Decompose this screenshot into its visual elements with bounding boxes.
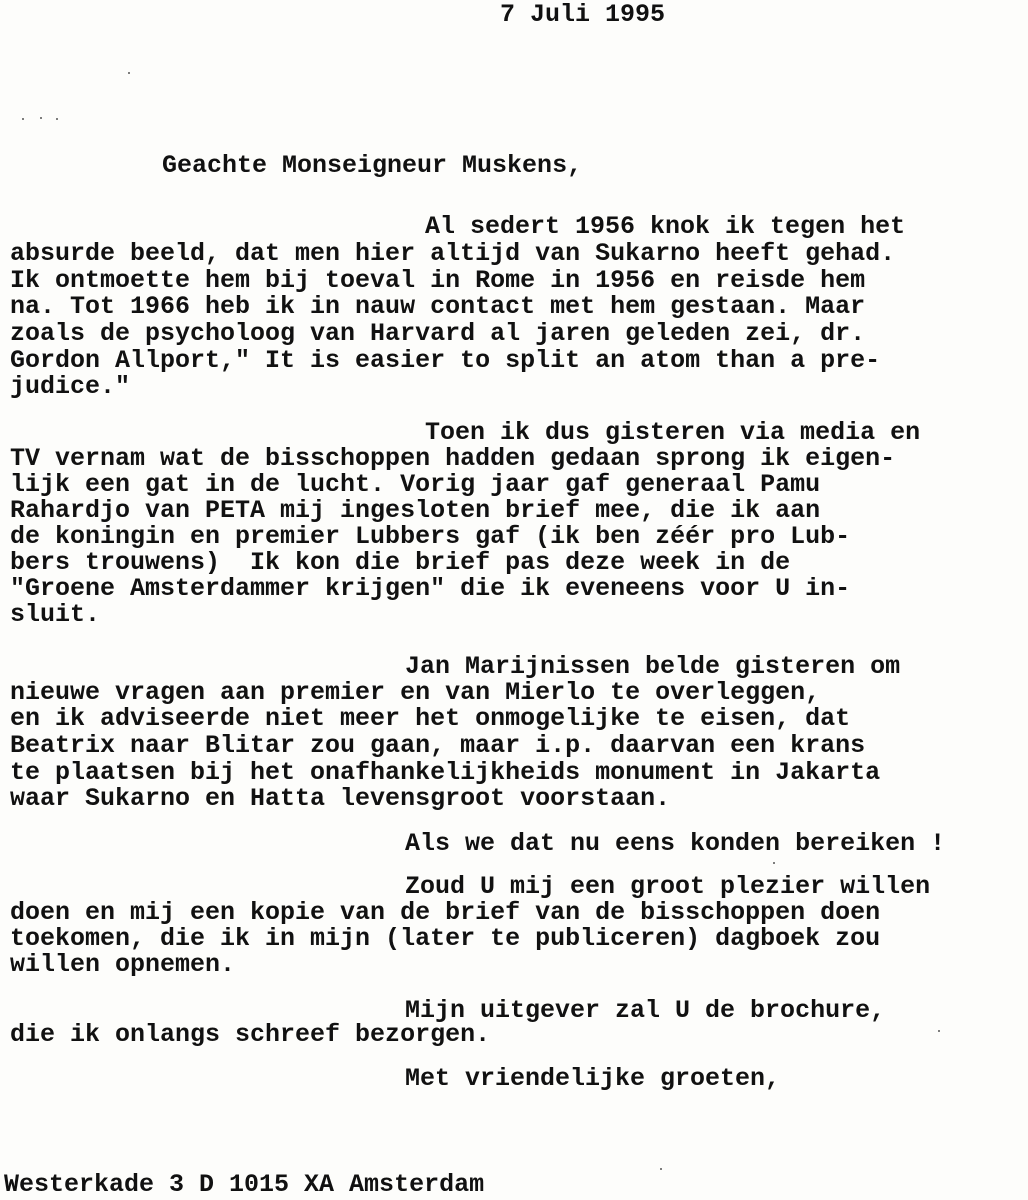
scan-speck [773,862,775,864]
paragraph-6-line-1: Mijn uitgever zal U de brochure, [405,996,886,1025]
paragraph-2-line-2: TV vernam wat de bisschoppen hadden gedaan sprong ik eigen- [10,444,896,473]
paragraph-1-line-5: zoals de psycholoog van Harvard al jaren geleden zei, dr. [10,319,866,348]
scan-speck [40,117,42,119]
paragraph-2-line-6: bers trouwens) Ik kon die brief pas deze week in de [10,548,791,577]
paragraph-2-line-8: sluit. [10,600,101,629]
scan-speck [938,1030,940,1032]
paragraph-3-line-4: Beatrix naar Blitar zou gaan, maar i.p. daarvan een krans [10,731,866,760]
paragraph-2-line-7: "Groene Amsterdammer krijgen" die ik eveneens voor U in- [10,574,851,603]
paragraph-5-line-2: doen en mij een kopie van de brief van de bisschoppen doen [10,898,881,927]
paragraph-3-line-1: Jan Marijnissen belde gisteren om [405,652,901,681]
paragraph-6-line-2: die ik onlangs schreef bezorgen. [10,1020,491,1049]
paragraph-2-line-1: Toen ik dus gisteren via media en [425,418,921,447]
scan-speck [660,1168,662,1170]
paragraph-2-line-3: lijk een gat in de lucht. Vorig jaar gaf generaal Pamu [10,470,821,499]
letter-date: 7 Juli 1995 [500,0,666,29]
paragraph-5-line-3: toekomen, die ik in mijn (later te publiceren) dagboek zou [10,924,881,953]
paragraph-1-line-6: Gordon Allport," It is easier to split an atom than a pre- [10,346,881,375]
paragraph-2-line-4: Rahardjo van PETA mij ingesloten brief mee, die ik aan [10,496,821,525]
paragraph-3-line-3: en ik adviseerde niet meer het onmogelijke te eisen, dat [10,704,851,733]
closing: Met vriendelijke groeten, [405,1064,781,1093]
paragraph-1-line-2: absurde beeld, dat men hier altijd van Sukarno heeft gehad. [10,239,896,268]
salutation: Geachte Monseigneur Muskens, [162,151,583,180]
paragraph-2-line-5: de koningin en premier Lubbers gaf (ik ben zéér pro Lub- [10,522,851,551]
paragraph-4-line-1: Als we dat nu eens konden bereiken ! [405,829,946,858]
paragraph-1-line-3: Ik ontmoette hem bij toeval in Rome in 1956 en reisde hem [10,266,866,295]
paragraph-1-line-4: na. Tot 1966 heb ik in nauw contact met hem gestaan. Maar [10,292,866,321]
paragraph-1-line-1: Al sedert 1956 knok ik tegen het [425,212,906,241]
paragraph-5-line-1: Zoud U mij een groot plezier willen [405,872,931,901]
scan-speck [128,72,130,74]
paragraph-3-line-6: waar Sukarno en Hatta levensgroot voorstaan. [10,784,671,813]
scan-speck [22,118,24,120]
paragraph-5-line-4: willen opnemen. [10,950,236,979]
paragraph-3-line-2: nieuwe vragen aan premier en van Mierlo te overleggen, [10,678,821,707]
scan-speck [56,118,58,120]
paragraph-1-line-7: judice." [10,372,131,401]
sender-address: Westerkade 3 D 1015 XA Amsterdam [4,1170,485,1199]
paragraph-3-line-5: te plaatsen bij het onafhankelijkheids monument in Jakarta [10,758,881,787]
